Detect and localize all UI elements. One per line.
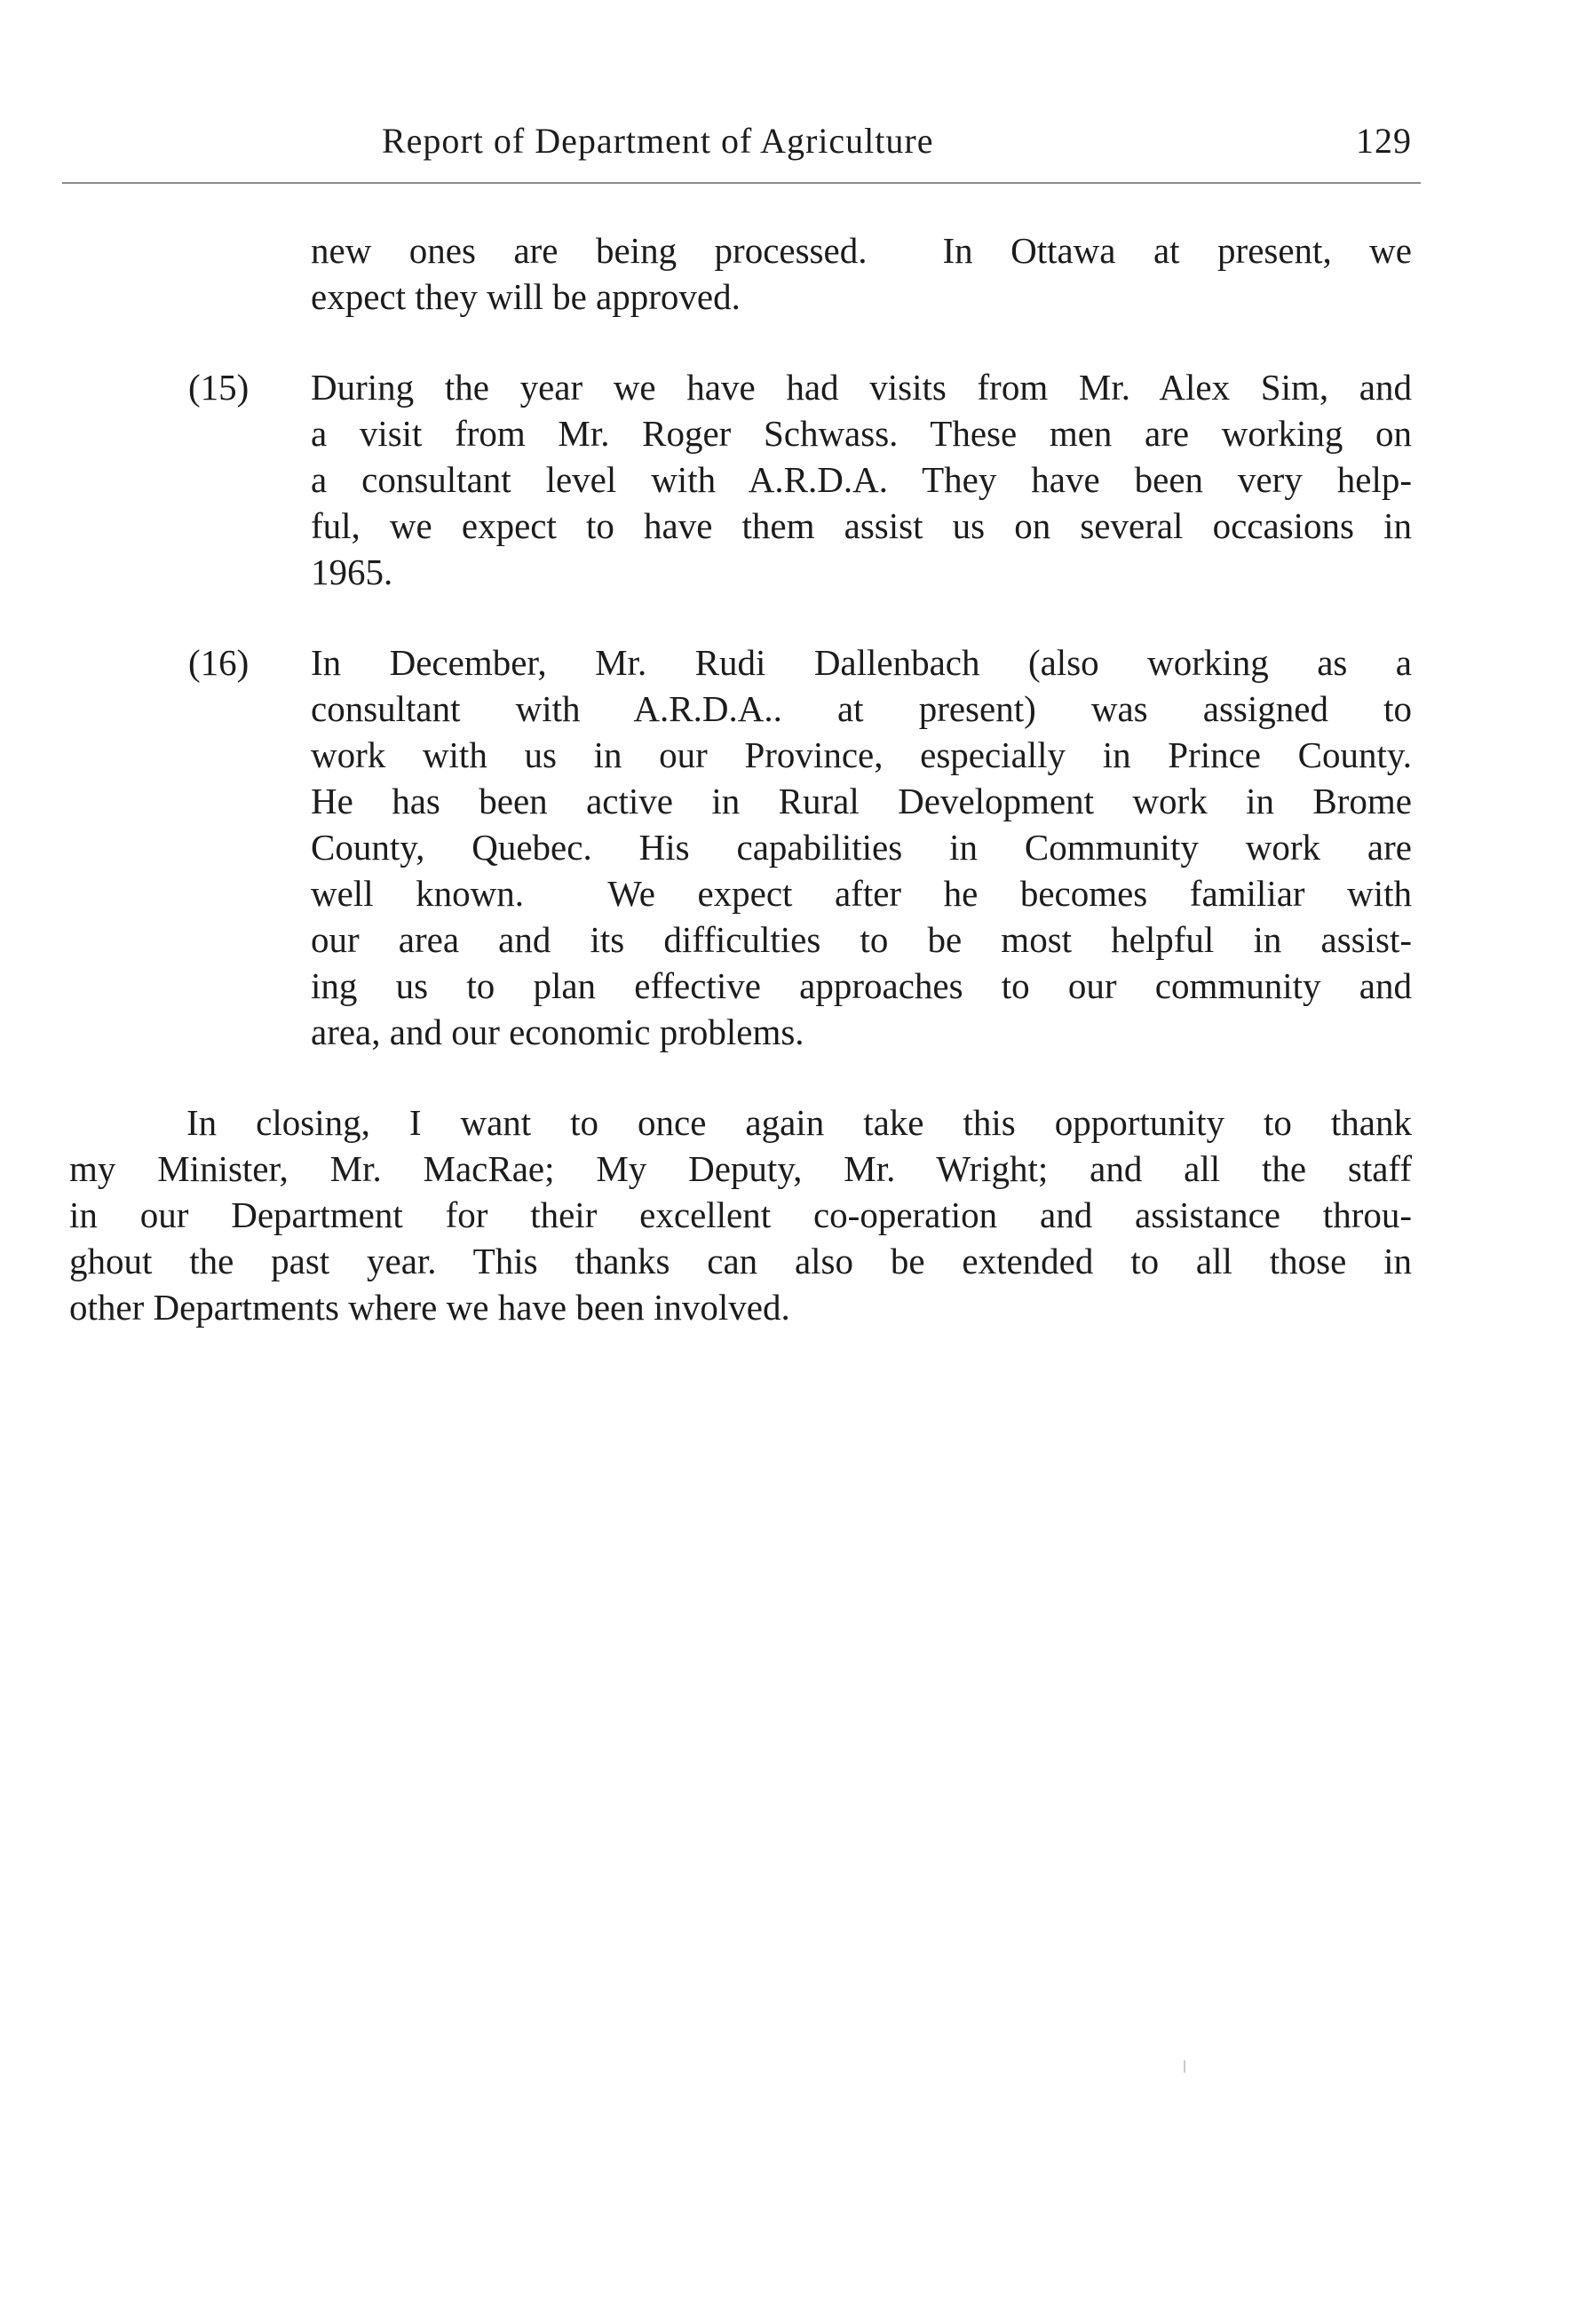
page-number: 129: [1356, 121, 1412, 161]
text-line: other Departments where we have been involved.: [69, 1287, 790, 1328]
text-line: area, and our economic problems.: [311, 1011, 804, 1052]
text-line: a consultant level with A.R.D.A. They have been very help-: [311, 459, 1412, 500]
item-number: (15): [188, 367, 250, 408]
text-line: well known. We expect after he becomes familiar with: [311, 873, 1412, 914]
text-line: my Minister, Mr. MacRae; My Deputy, Mr. Wright; and all the staff: [69, 1148, 1412, 1189]
text-line: During the year we have had visits from Mr. Alex Sim, and: [311, 367, 1412, 408]
text-line: expect they will be approved.: [311, 276, 741, 317]
text-line: County, Quebec. His capabilities in Community work are: [311, 827, 1412, 868]
page-header: [382, 120, 1412, 173]
text-line: He has been active in Rural Development work in Brome: [311, 781, 1412, 821]
item-number: (16): [188, 642, 250, 683]
text-line: ful, we expect to have them assist us on several occasions in: [311, 505, 1412, 546]
text-line: In closing, I want to once again take this opportunity to thank: [186, 1102, 1412, 1143]
text-line: a visit from Mr. Roger Schwass. These men are working on: [311, 413, 1412, 454]
text-line: 1965.: [311, 551, 393, 592]
text-line: in our Department for their excellent co-operation and assistance throu-: [69, 1194, 1412, 1235]
text-line: In December, Mr. Rudi Dallenbach (also working as a: [311, 642, 1412, 683]
header-rule: [62, 182, 1421, 184]
text-line: new ones are being processed. In Ottawa at present, we: [311, 230, 1412, 271]
text-line: ing us to plan effective approaches to our community and: [311, 965, 1412, 1006]
text-line: our area and its difficulties to be most helpful in assist-: [311, 919, 1412, 960]
text-line: consultant with A.R.D.A.. at present) was assigned to: [311, 688, 1412, 729]
text-line: work with us in our Province, especially in Prince County.: [311, 734, 1412, 775]
header-title: Report of Department of Agriculture: [382, 121, 934, 161]
scan-speck: [1184, 2060, 1185, 2073]
text-line: ghout the past year. This thanks can also be extended to all those in: [69, 1241, 1412, 1281]
